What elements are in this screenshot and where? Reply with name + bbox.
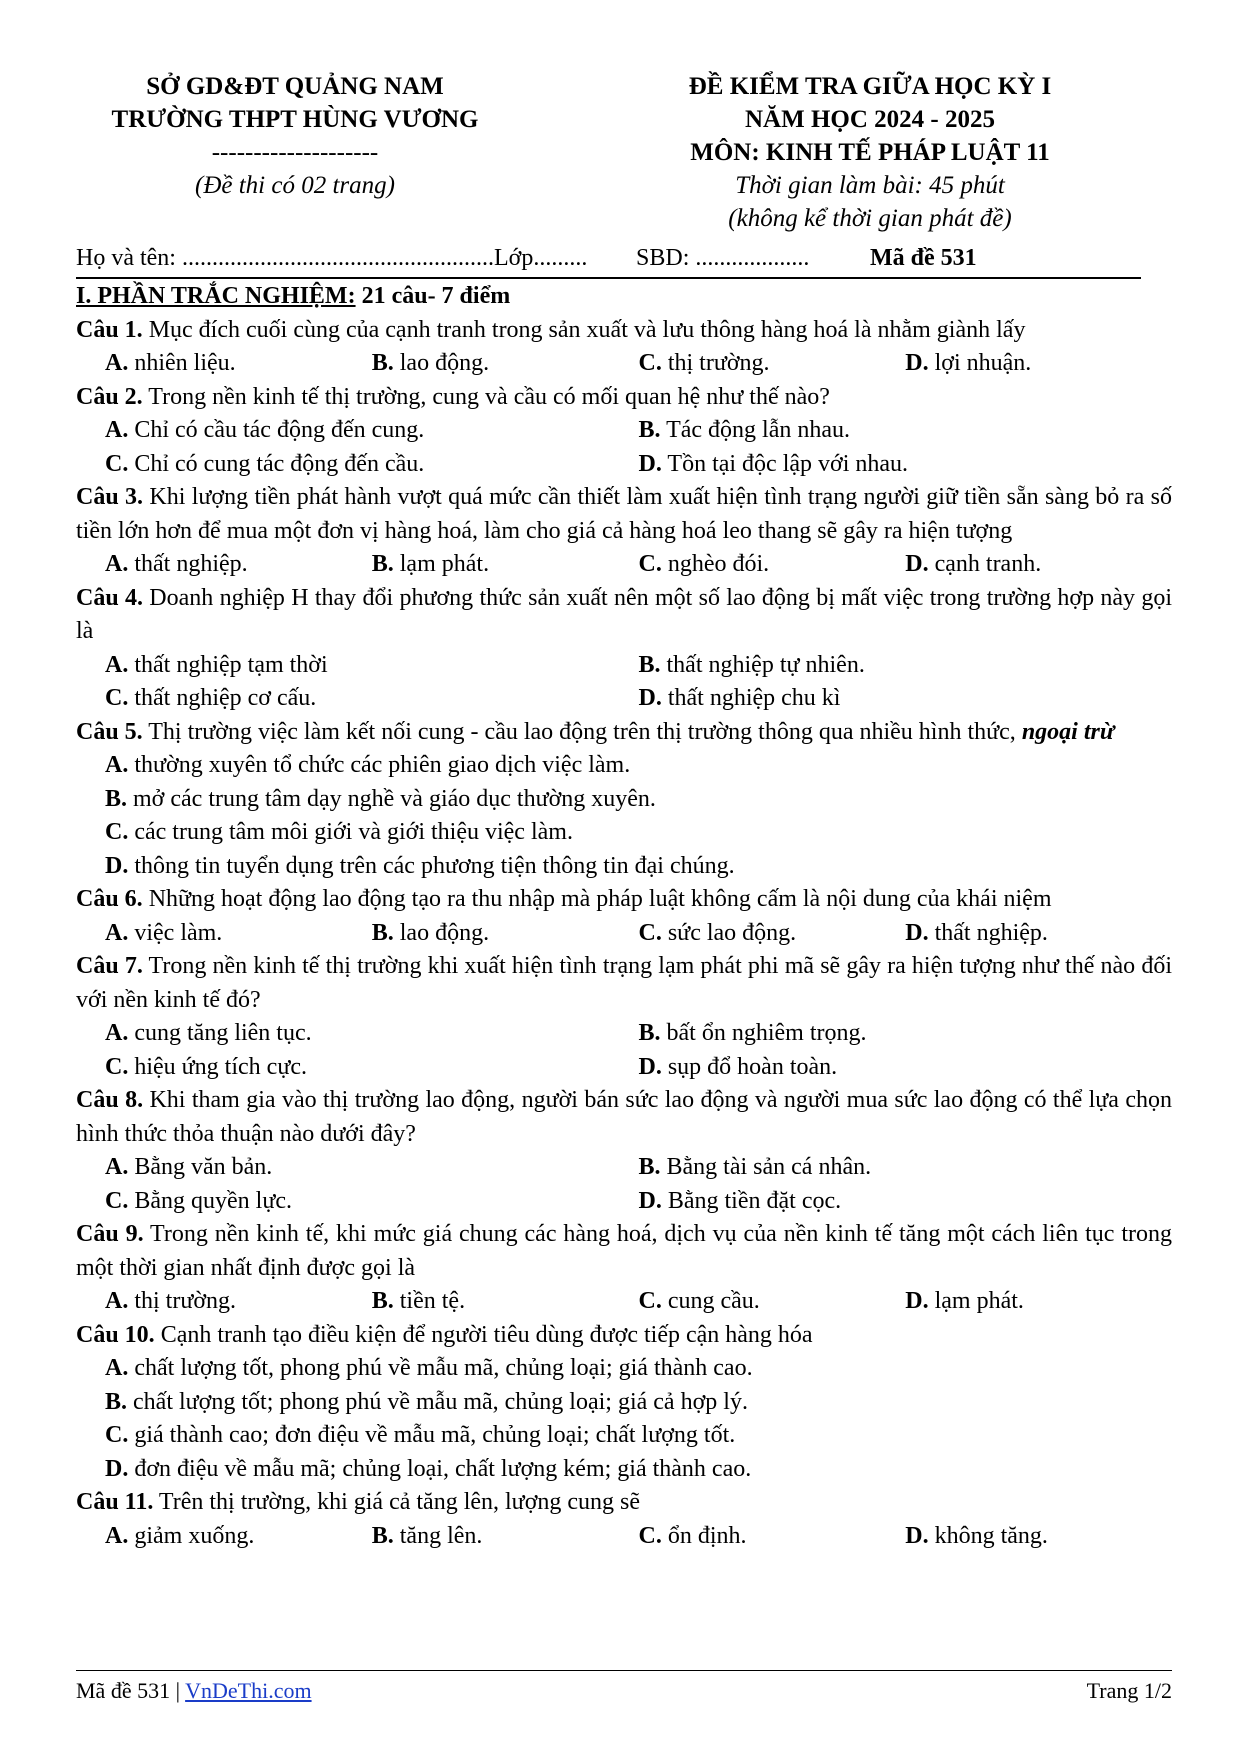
answer-option-b (639, 649, 1173, 683)
option-letter: C. (638, 1288, 662, 1314)
option-text: thất nghiệp chu kì (661, 685, 841, 711)
question-text: Trong nền kinh tế, khi mức giá chung các hàng hoá, dịch vụ của nền kinh tế tăng một cách liên tục trong một thời gian nhất định được gọi là (76, 1221, 1173, 1281)
options-row (76, 917, 1172, 951)
answer-option-c (639, 548, 906, 582)
answer-option-c (105, 1185, 639, 1219)
student-info-row (76, 245, 1141, 279)
option-letter: C. (105, 1422, 129, 1448)
student-name-class: Họ và tên: ....................................................Lớp......... (76, 245, 588, 271)
school-name: TRƯỜNG THPT HÙNG VƯƠNG (111, 106, 479, 133)
option-text: ổn định. (661, 1522, 747, 1549)
option-letter: D. (638, 450, 662, 477)
options-row (76, 1520, 1172, 1554)
question-number: Câu 10. (76, 1321, 155, 1348)
student-sbd: SBD: ................... (636, 245, 810, 271)
answer-option-d (105, 850, 1172, 884)
option-letter: D. (105, 852, 129, 879)
time-limit: Thời gian làm bài: 45 phút (735, 172, 1005, 199)
answer-option-d (905, 917, 1172, 951)
option-text: Tác động lẫn nhau. (660, 417, 851, 443)
question-text: Trên thị trường, khi giá cả tăng lên, lượng cung sẽ (153, 1489, 641, 1515)
question-list (76, 280, 1172, 1553)
option-letter: A. (105, 1288, 129, 1314)
options-row (76, 749, 1172, 783)
answer-option-b (372, 347, 639, 381)
answer-option-a (105, 1285, 372, 1319)
option-text: thất nghiệp. (928, 919, 1048, 946)
option-letter: C. (105, 450, 129, 477)
school-header (95, 70, 495, 202)
question-emphasis: ngoại trừ (1021, 718, 1115, 745)
question-5 (76, 716, 1172, 750)
option-text: thất nghiệp cơ cấu. (128, 685, 317, 711)
answer-option-d (905, 347, 1172, 381)
option-text: thường xuyên tổ chức các phiên giao dịch việc làm. (128, 752, 631, 778)
question-8 (76, 1084, 1172, 1151)
exam-code: Mã đề 531 (870, 245, 977, 271)
option-text: nhiên liệu. (128, 350, 236, 376)
option-text: chất lượng tốt; phong phú về mẫu mã, chủng loại; giá cả hợp lý. (127, 1388, 748, 1415)
question-11 (76, 1486, 1172, 1520)
option-text: thất nghiệp tự nhiên. (660, 651, 865, 678)
question-text: Khi tham gia vào thị trường lao động, người bán sức lao động và người mua sức lao động có thể lựa chọn hình thức thỏa thuận nào dưới đây? (76, 1087, 1172, 1147)
option-letter: B. (638, 1154, 661, 1180)
option-letter: D. (905, 1522, 929, 1549)
option-letter: B. (371, 1522, 394, 1549)
option-letter: D. (905, 1288, 929, 1314)
answer-option-c (639, 1285, 906, 1319)
time-note: (không kể thời gian phát đề) (728, 205, 1012, 232)
option-letter: C. (105, 1053, 129, 1080)
question-text: Doanh nghiệp H thay đổi phương thức sản xuất nên một số lao động bị mất việc trong trường hợp này gọi là (76, 584, 1172, 644)
section-heading: I. PHẦN TRẮC NGHIỆM: (76, 283, 356, 309)
footer-code: Mã đề 531 | (76, 1678, 186, 1703)
option-text: Bằng tài sản cá nhân. (660, 1154, 872, 1180)
answer-option-a (105, 1520, 372, 1554)
options-row (76, 1185, 1172, 1219)
option-text: nghèo đói. (661, 551, 770, 577)
answer-option-a (105, 414, 639, 448)
question-number: Câu 8. (76, 1087, 144, 1113)
option-text: lao động. (393, 350, 490, 376)
option-text: lạm phát. (928, 1288, 1024, 1314)
answer-option-a (105, 649, 639, 683)
question-number: Câu 6. (76, 886, 143, 912)
option-text: Chỉ có cầu tác động đến cung. (128, 417, 425, 443)
question-number: Câu 7. (76, 953, 143, 979)
question-10 (76, 1319, 1172, 1353)
options-row (76, 1051, 1172, 1085)
option-letter: A. (105, 1020, 129, 1046)
options-row (76, 1285, 1172, 1319)
option-text: lao động. (393, 919, 490, 946)
option-letter: D. (638, 1053, 662, 1080)
page-count-note: (Đề thi có 02 trang) (195, 172, 395, 199)
answer-option-d (639, 1185, 1173, 1219)
options-row (76, 1453, 1172, 1487)
answer-option-d (639, 682, 1173, 716)
option-letter: A. (105, 417, 129, 443)
answer-option-a (105, 1017, 639, 1051)
option-text: thị trường. (128, 1288, 237, 1314)
answer-option-b (639, 1151, 1173, 1185)
options-row (76, 347, 1172, 381)
options-row (76, 682, 1172, 716)
option-text: Bằng văn bản. (128, 1154, 273, 1180)
question-1 (76, 314, 1172, 348)
option-letter: A. (105, 1522, 129, 1549)
question-3 (76, 481, 1172, 548)
answer-option-c (105, 816, 1172, 850)
option-letter: B. (638, 1020, 661, 1046)
question-text: Khi lượng tiền phát hành vượt quá mức cần thiết làm xuất hiện tình trạng người giữ tiền sẵn sàng bỏ ra số tiền lớn hơn để mua một đơn vị hàng hoá, làm cho giá cả hàng hoá leo thang sẽ gây ra hiện tượng (76, 484, 1172, 544)
question-2 (76, 381, 1172, 415)
option-letter: A. (105, 651, 129, 678)
option-text: bất ổn nghiêm trọng. (660, 1020, 867, 1046)
option-letter: A. (105, 919, 129, 946)
option-letter: C. (638, 551, 662, 577)
options-row (76, 1419, 1172, 1453)
subject: MÔN: KINH TẾ PHÁP LUẬT 11 (690, 139, 1050, 166)
option-letter: A. (105, 350, 129, 376)
option-letter: D. (905, 919, 929, 946)
option-text: giá thành cao; đơn điệu về mẫu mã, chủng loại; chất lượng tốt. (128, 1422, 736, 1448)
answer-option-d (639, 1051, 1173, 1085)
options-row (76, 1352, 1172, 1386)
option-text: Bằng quyền lực. (128, 1187, 292, 1214)
option-letter: D. (638, 685, 662, 711)
option-text: Chỉ có cung tác động đến cầu. (128, 450, 425, 477)
option-text: cạnh tranh. (928, 551, 1042, 577)
option-text: cung cầu. (661, 1288, 760, 1314)
option-text: đơn điệu về mẫu mã; chủng loại, chất lượng kém; giá thành cao. (128, 1455, 752, 1482)
question-number: Câu 2. (76, 383, 143, 410)
question-6 (76, 883, 1172, 917)
option-letter: D. (105, 1455, 129, 1482)
question-number: Câu 1. (76, 316, 143, 343)
option-letter: C. (105, 819, 129, 845)
answer-option-c (639, 347, 906, 381)
question-text: Những hoạt động lao động tạo ra thu nhập mà pháp luật không cấm là nội dung của khái niệm (142, 886, 1052, 912)
answer-option-c (639, 1520, 906, 1554)
answer-option-b (639, 414, 1173, 448)
question-text: Trong nền kinh tế thị trường khi xuất hiện tình trạng lạm phát phi mã sẽ gây ra hiện tượng như thế nào đối với nền kinh tế đó? (76, 953, 1173, 1013)
answer-option-b (372, 548, 639, 582)
options-row (76, 1386, 1172, 1420)
answer-option-b (105, 783, 1172, 817)
options-row (76, 414, 1172, 448)
options-row (76, 548, 1172, 582)
option-letter: B. (371, 919, 394, 946)
options-row (76, 850, 1172, 884)
question-text: Trong nền kinh tế thị trường, cung và cầu có mối quan hệ như thế nào? (142, 383, 830, 410)
footer-link[interactable]: VnDeThi.com (185, 1678, 312, 1703)
question-7 (76, 950, 1172, 1017)
question-number: Câu 4. (76, 584, 143, 611)
option-text: thất nghiệp. (128, 551, 248, 577)
option-text: Bằng tiền đặt cọc. (661, 1187, 842, 1214)
section-detail: 21 câu- 7 điểm (355, 283, 511, 309)
option-letter: D. (905, 551, 929, 577)
answer-option-d (639, 448, 1173, 482)
option-letter: B. (371, 350, 394, 376)
option-text: tăng lên. (393, 1522, 483, 1549)
option-text: không tăng. (928, 1522, 1048, 1549)
question-text: Thị trường việc làm kết nối cung - cầu lao động trên thị trường thông qua nhiều hình thức, (142, 718, 1022, 745)
option-letter: C. (638, 350, 662, 376)
options-row (76, 1017, 1172, 1051)
option-letter: D. (905, 350, 929, 376)
footer-divider (76, 1670, 1172, 1671)
option-text: mở các trung tâm dạy nghề và giáo dục thường xuyên. (127, 785, 656, 812)
option-letter: D. (638, 1187, 662, 1214)
option-letter: B. (105, 785, 128, 812)
footer-left (76, 1678, 312, 1704)
option-text: hiệu ứng tích cực. (128, 1053, 307, 1080)
option-text: lạm phát. (393, 551, 490, 577)
answer-option-c (105, 682, 639, 716)
option-text: thất nghiệp tạm thời (128, 651, 328, 678)
option-letter: C. (638, 919, 662, 946)
options-row (76, 783, 1172, 817)
answer-option-d (105, 1453, 1172, 1487)
answer-option-a (105, 548, 372, 582)
options-row (76, 816, 1172, 850)
answer-option-b (372, 917, 639, 951)
section-title (76, 280, 1172, 314)
answer-option-c (639, 917, 906, 951)
option-letter: A. (105, 1355, 129, 1381)
options-row (76, 1151, 1172, 1185)
answer-option-c (105, 448, 639, 482)
option-letter: C. (105, 1187, 129, 1214)
question-number: Câu 11. (76, 1489, 154, 1515)
answer-option-a (105, 749, 1172, 783)
option-letter: B. (638, 417, 661, 443)
page-number: Trang 1/2 (1086, 1678, 1172, 1703)
answer-option-c (105, 1051, 639, 1085)
question-number: Câu 9. (76, 1221, 144, 1247)
option-letter: B. (371, 1288, 394, 1314)
question-text: Mục đích cuối cùng của cạnh tranh trong sản xuất và lưu thông hàng hoá là nhằm giành lấy (142, 316, 1026, 343)
option-letter: A. (105, 752, 129, 778)
answer-option-c (105, 1419, 1172, 1453)
option-letter: B. (371, 551, 394, 577)
option-text: lợi nhuận. (928, 350, 1032, 376)
question-number: Câu 5. (76, 718, 143, 745)
option-letter: A. (105, 551, 129, 577)
answer-option-d (905, 1285, 1172, 1319)
exam-title: ĐỀ KIỂM TRA GIỮA HỌC KỲ I (688, 73, 1052, 100)
school-year: NĂM HỌC 2024 - 2025 (745, 106, 995, 133)
question-text: Cạnh tranh tạo điều kiện để người tiêu dùng được tiếp cận hàng hóa (154, 1321, 813, 1348)
option-text: sụp đổ hoàn toàn. (661, 1053, 838, 1080)
option-text: việc làm. (128, 919, 223, 946)
answer-option-a (105, 917, 372, 951)
option-text: giảm xuống. (128, 1522, 255, 1549)
answer-option-a (105, 1151, 639, 1185)
header-divider: -------------------- (211, 139, 379, 166)
option-letter: B. (105, 1388, 128, 1415)
exam-header (640, 70, 1100, 235)
answer-option-a (105, 347, 372, 381)
option-text: các trung tâm môi giới và giới thiệu việc làm. (128, 819, 573, 845)
option-text: cung tăng liên tục. (128, 1020, 312, 1046)
answer-option-d (905, 1520, 1172, 1554)
option-letter: C. (105, 685, 129, 711)
option-text: chất lượng tốt, phong phú về mẫu mã, chủng loại; giá thành cao. (128, 1355, 753, 1381)
option-text: thông tin tuyển dụng trên các phương tiện thông tin đại chúng. (128, 852, 735, 879)
option-text: thị trường. (661, 350, 770, 376)
department-name: SỞ GD&ĐT QUẢNG NAM (146, 73, 444, 100)
options-row (76, 649, 1172, 683)
options-row (76, 448, 1172, 482)
option-text: tiền tệ. (393, 1288, 466, 1314)
answer-option-d (905, 548, 1172, 582)
option-letter: C. (638, 1522, 662, 1549)
option-letter: A. (105, 1154, 129, 1180)
answer-option-b (105, 1386, 1172, 1420)
option-text: Tồn tại độc lập với nhau. (661, 450, 909, 477)
option-letter: B. (638, 651, 661, 678)
answer-option-a (105, 1352, 1172, 1386)
question-9 (76, 1218, 1172, 1285)
option-text: sức lao động. (661, 919, 797, 946)
answer-option-b (639, 1017, 1173, 1051)
question-number: Câu 3. (76, 484, 144, 510)
question-4 (76, 582, 1172, 649)
answer-option-b (372, 1520, 639, 1554)
answer-option-b (372, 1285, 639, 1319)
